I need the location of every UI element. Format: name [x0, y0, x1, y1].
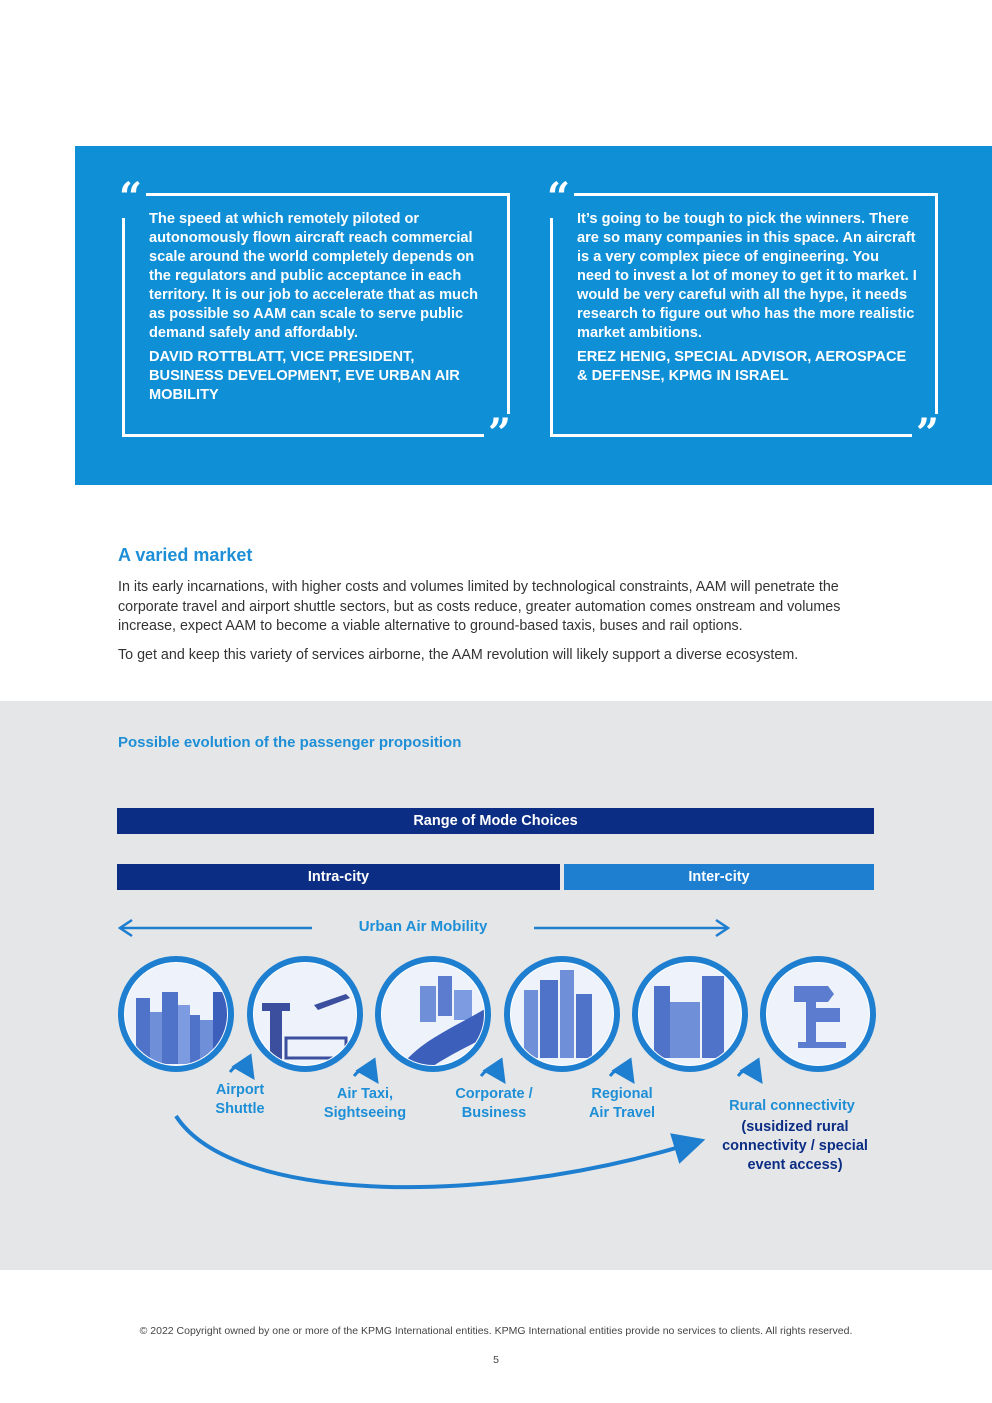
city-highway-icon	[378, 959, 500, 1070]
section-paragraph-1: In its early incarnations, with higher costs and volumes limited by technological constraints, AAM will penetrate the corporate travel and airport shuttle sectors, but as costs reduce, greater automation comes onstream and volumes increase, expect AAM to become a viable alternative to ground-based taxis, buses and rail options.	[118, 579, 841, 634]
downtown-towers-icon	[506, 959, 626, 1070]
section-paragraph-2: To get and keep this variety of services airborne, the AAM revolution will likely support a diverse ecosystem.	[118, 647, 799, 663]
quote-attribution: EREZ HENIG, SPECIAL ADVISOR, AEROSPACE & DEFENSE, KPMG IN ISRAEL	[577, 349, 907, 384]
close-quote-icon: ”	[484, 414, 515, 454]
footer-copyright: © 2022 Copyright owned by one or more of the KPMG International entities. KPMG International entities provide no services to clients. All rights reserved.	[139, 1325, 853, 1337]
range-of-mode-choices-bar: Range of Mode Choices	[117, 808, 874, 834]
evolution-arrow	[176, 1116, 690, 1187]
stage-label-rural: Rural connectivity	[729, 1098, 855, 1114]
figure-title: Possible evolution of the passenger proposition	[118, 734, 462, 751]
page-number: 5	[493, 1354, 499, 1366]
section-title: A varied market	[118, 545, 253, 565]
urban-air-mobility-label: Urban Air Mobility	[317, 917, 529, 937]
quote-text: The speed at which remotely piloted or autonomously flown aircraft reach commercial scale around the world completely depends on the regulators and public acceptance in each territory. It is our job to accelerate that as much as possible so AAM can scale to serve public demand safely and affordably.	[149, 211, 478, 341]
stage-note-rural: (susidized rural connectivity / special event access)	[722, 1119, 868, 1173]
signpost-icon	[762, 959, 882, 1070]
town-buildings-icon	[634, 959, 754, 1070]
stage-label-airport-shuttle: Airport Shuttle	[215, 1082, 265, 1117]
city-skyline-icon	[120, 959, 240, 1070]
close-quote-icon: ”	[912, 414, 943, 454]
inter-city-bar: Inter-city	[564, 864, 874, 890]
quote-text: It’s going to be tough to pick the winners. There are so many companies in this space. An aircraft is a very complex piece of engineering. You need to invest a lot of money to get it to market. I would be very careful with all the hype, it needs research to figure out who has the more realistic market ambitions.	[577, 211, 917, 341]
stage-label-air-taxi: Air Taxi, Sightseeing	[323, 1086, 407, 1121]
open-quote-icon: “	[543, 178, 574, 218]
open-quote-icon: “	[115, 178, 146, 218]
intra-city-bar: Intra-city	[117, 864, 560, 890]
stage-label-corporate: Corporate / Business	[455, 1086, 533, 1121]
quote-attribution: DAVID ROTTBLATT, VICE PRESIDENT, BUSINESS DEVELOPMENT, EVE URBAN AIR MOBILITY	[149, 349, 460, 403]
airport-tower-plane-icon	[250, 959, 370, 1070]
stage-label-regional: Regional Air Travel	[588, 1086, 656, 1121]
